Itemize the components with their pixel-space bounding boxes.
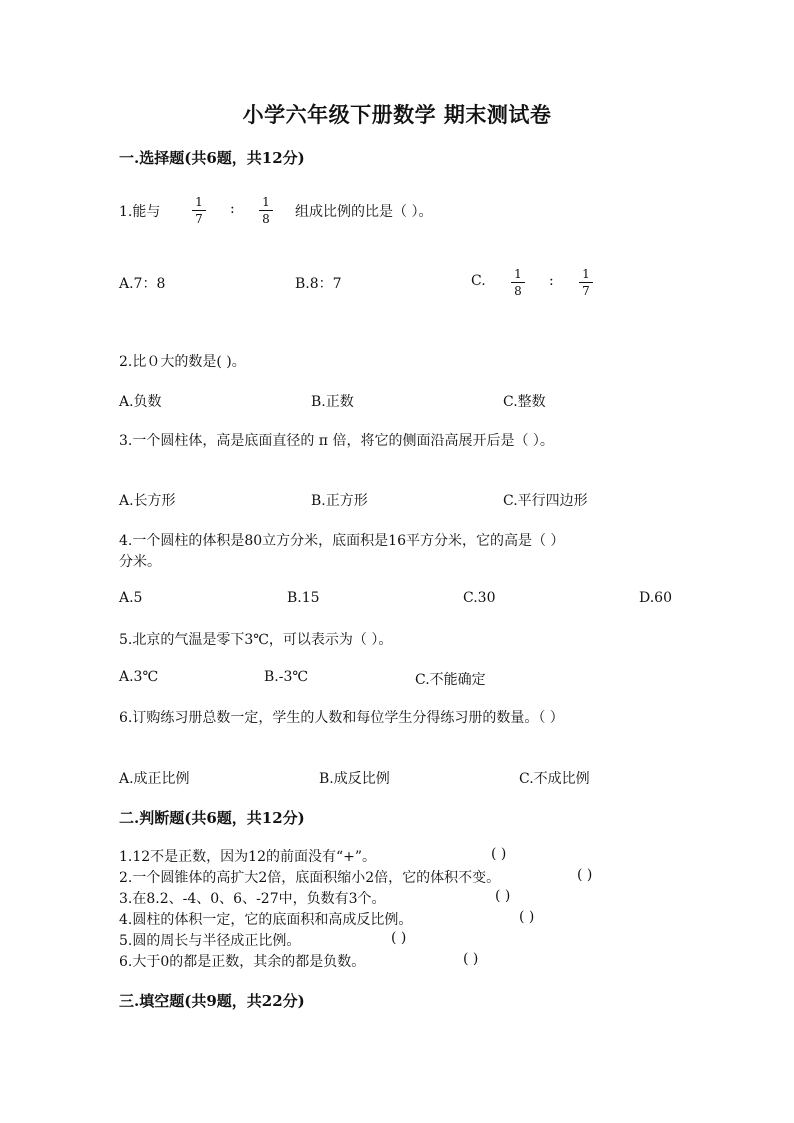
q4-option-b[interactable]: B.15 — [287, 590, 320, 606]
q4-option-c[interactable]: C.30 — [463, 590, 496, 606]
section-heading-true-false: 二.判断题(共6题，共12分) — [119, 809, 305, 827]
fraction-bar — [511, 282, 525, 283]
judge-item-5-text: 5.圆的周长与半径成正比例。 — [119, 933, 301, 949]
q2-option-c[interactable]: C.整数 — [503, 394, 546, 410]
judge-item-3-answer-paren[interactable]: ( ) — [495, 888, 511, 904]
fraction-bar — [259, 210, 273, 211]
question-6-text: 6.订购练习册总数一定，学生的人数和每位学生分得练习册的数量。（ ） — [119, 710, 564, 726]
fraction-denominator: 7 — [195, 212, 203, 226]
judge-item-5-answer-paren[interactable]: ( ) — [391, 930, 407, 946]
fraction-denominator: 8 — [514, 284, 522, 298]
page-title: 小学六年级下册数学 期末测试卷 — [242, 102, 552, 127]
fraction-bar — [192, 210, 206, 211]
question-4-line-1: 4.一个圆柱的体积是80立方分米，底面积是16平方分米，它的高是（ ） — [119, 533, 565, 549]
judge-item-4-text: 4.圆柱的体积一定，它的底面积和高成反比例。 — [119, 912, 413, 928]
q3-option-c[interactable]: C.平行四边形 — [503, 493, 588, 509]
section-heading-fill-blank: 三.填空题(共9题，共22分) — [119, 992, 305, 1010]
question-1-prefix: 1.能与 — [119, 204, 161, 220]
q5-option-c[interactable]: C.不能确定 — [415, 672, 486, 688]
q1-option-a[interactable]: A.7：8 — [119, 276, 166, 292]
option-c-fraction-1-7 — [577, 267, 595, 298]
q1-option-b[interactable]: B.8：7 — [295, 276, 342, 292]
fraction-numerator: 1 — [262, 195, 270, 209]
q6-option-a[interactable]: A.成正比例 — [119, 771, 190, 787]
question-4-line-2: 分米。 — [119, 554, 161, 570]
fraction-numerator: 1 — [195, 195, 203, 209]
fraction-numerator: 1 — [514, 267, 522, 281]
fraction-denominator: 7 — [582, 284, 590, 298]
judge-item-1-text: 1.12不是正数，因为12的前面没有“+”。 — [119, 849, 377, 865]
judge-item-2-text: 2.一个圆锥体的高扩大2倍，底面积缩小2倍，它的体积不变。 — [119, 870, 501, 886]
q6-option-b[interactable]: B.成反比例 — [319, 771, 390, 787]
question-1-suffix: 组成比例的比是（ ）。 — [295, 204, 433, 220]
ratio-colon: : — [230, 201, 235, 217]
q5-option-b[interactable]: B.-3℃ — [264, 669, 309, 685]
q6-option-c[interactable]: C.不成比例 — [519, 771, 590, 787]
q3-option-a[interactable]: A.长方形 — [119, 493, 176, 509]
judge-item-2-answer-paren[interactable]: ( ) — [577, 867, 593, 883]
judge-item-6-answer-paren[interactable]: ( ) — [463, 951, 479, 967]
judge-item-1-answer-paren[interactable]: ( ) — [491, 846, 507, 862]
question-5-text: 5.北京的气温是零下3℃，可以表示为（ ）。 — [119, 632, 393, 648]
option-c-fraction-1-8 — [509, 267, 527, 298]
q3-option-b[interactable]: B.正方形 — [311, 493, 368, 509]
question-2-text: 2.比０大的数是( )。 — [119, 354, 246, 370]
q4-option-d[interactable]: D.60 — [639, 590, 672, 606]
q1-option-c-label[interactable]: C. — [471, 273, 486, 289]
fraction-1-8 — [257, 195, 275, 226]
question-3-text: 3.一个圆柱体，高是底面直径的 π 倍，将它的侧面沿高展开后是（ ）。 — [119, 433, 554, 449]
judge-item-6-text: 6.大于0的都是正数，其余的都是负数。 — [119, 954, 366, 970]
q2-option-a[interactable]: A.负数 — [119, 394, 162, 410]
judge-item-4-answer-paren[interactable]: ( ) — [519, 909, 535, 925]
fraction-1-7 — [190, 195, 208, 226]
q5-option-a[interactable]: A.3℃ — [119, 669, 159, 685]
option-c-colon: : — [549, 273, 554, 289]
q2-option-b[interactable]: B.正数 — [311, 394, 354, 410]
q4-option-a[interactable]: A.5 — [119, 590, 143, 606]
fraction-numerator: 1 — [582, 267, 590, 281]
fraction-bar — [579, 282, 593, 283]
fraction-denominator: 8 — [262, 212, 270, 226]
section-heading-choice: 一.选择题(共6题，共12分) — [119, 149, 305, 167]
judge-item-3-text: 3.在8.2、-4、0、6、-27中，负数有3个。 — [119, 891, 386, 907]
